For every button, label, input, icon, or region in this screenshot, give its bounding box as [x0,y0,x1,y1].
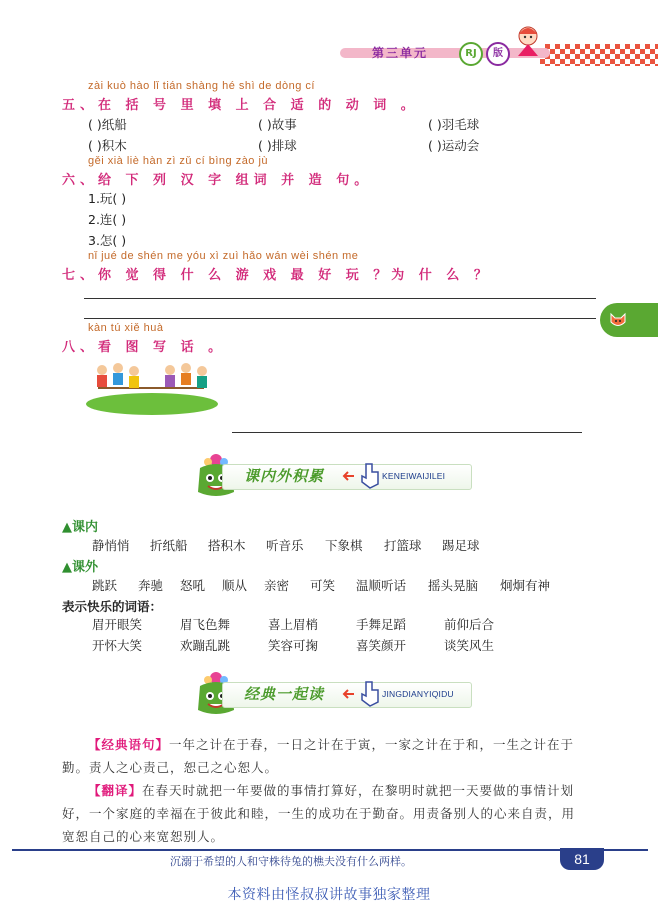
translation-text: 宽恕自己的心来宽恕别人。 [62,829,225,844]
q5-pinyin: zài kuò hào lǐ tián shàng hé shì de dòng cí [88,80,315,92]
ketnei-word: 听音乐 [266,538,304,553]
q5-item[interactable]: ( )积木 [88,138,127,153]
translation-text: 好，一个家庭的幸福在于彼此和睦，一生的成功在于勤奋。用责备别人的心来自责，用 [62,806,576,821]
q5-item[interactable]: ( )故事 [258,117,297,132]
kewai-word: 炯炯有神 [500,578,551,593]
banner-subtitle: JINGDIANYIQIDU [382,689,454,699]
happy-label: 表示快乐的词语： [62,599,163,614]
q6-item[interactable]: 2.连( ) [88,212,127,227]
header-checker-decoration [540,44,658,66]
arrow-icon [342,468,356,487]
q6-pinyin: gěi xià liè hàn zì zǔ cí bìng zào jù [88,155,269,167]
kewai-word: 怒吼 [180,578,206,593]
unit-label: 第三单元 [372,46,429,60]
kewai-word: 亲密 [264,578,290,593]
q8-pinyin: kàn tú xiě huà [88,322,164,334]
banner-subtitle: KENEIWAIJILEI [382,471,446,481]
banner-title: 经典一起读 [244,685,325,703]
happy-word: 开怀大笑 [92,638,143,653]
classic-text: 勤。责人之心责己，恕己之心恕人。 [62,760,279,775]
translation-text: 在春天时就把一年要做的事情打算好，在黎明时就把一天要做的事情计划 [142,783,575,798]
kewai-word: 可笑 [310,578,336,593]
q5-title: 五、在 括 号 里 填 上 合 适 的 动 词 。 [62,98,419,113]
footer-motto: 沉溺于希望的人和守株待兔的樵夫没有什么两样。 [170,855,412,868]
kewai-word: 摇头晃脑 [428,578,479,593]
happy-word: 笑容可掬 [268,638,319,653]
classic-tag: 【经典语句】 [88,737,170,752]
ketnei-word: 静悄悄 [92,538,130,553]
q5-item[interactable]: ( )羽毛球 [428,117,480,132]
footer-rule [12,849,648,851]
ketnei-word: 折纸船 [150,538,188,553]
kewai-word: 跳跃 [92,578,118,593]
q6-item[interactable]: 1.玩( ) [88,191,127,206]
q5-item[interactable]: ( )运动会 [428,138,480,153]
classic-quote [62,733,608,848]
ketnei-word: 搭积木 [208,538,246,553]
ketnei-word: 打篮球 [384,538,422,553]
badge-edition: 版 [486,42,510,66]
happy-word: 眉飞色舞 [180,617,231,632]
happy-word: 谈笑风生 [444,638,495,653]
mascot-girl-icon [510,22,546,58]
ketnei-label: ▲课内 [62,520,98,535]
q7-title: 七、你 觉 得 什 么 游 戏 最 好 玩 ？为 什 么 ？ [62,268,492,283]
q5-item[interactable]: ( )排球 [258,138,297,153]
happy-word: 喜笑颜开 [356,638,407,653]
hand-pointer-icon [358,678,382,712]
ketnei-word: 踢足球 [442,538,480,553]
kewai-label: ▲课外 [62,560,98,575]
tug-of-war-illustration [80,358,222,416]
ketnei-word: 下象棋 [325,538,363,553]
arrow-icon [342,686,356,705]
q8-answer-line[interactable] [232,432,582,433]
q6-title: 六、给 下 列 汉 字 组词 并 造 句。 [62,173,373,188]
q7-answer-line[interactable] [84,318,596,319]
translation-tag: 【翻译】 [88,783,143,798]
kewai-word: 顺从 [222,578,248,593]
banner-classics [192,668,474,720]
badge-rj: RJ [459,42,483,66]
classic-text: 一年之计在于春，一日之计在于寅，一家之计在于和，一生之计在于 [169,737,575,752]
kewai-word: 温顺听话 [356,578,407,593]
happy-word: 手舞足蹈 [356,617,407,632]
happy-word: 喜上眉梢 [268,617,319,632]
q7-pinyin: nǐ jué de shén me yóu xì zuì hǎo wán wèi shén me [88,250,359,262]
happy-word: 眉开眼笑 [92,617,143,632]
side-tab [600,303,658,337]
banner-title: 课内外积累 [244,467,325,485]
q8-title: 八、看 图 写 话 。 [62,340,227,355]
q5-item[interactable]: ( )纸船 [88,117,127,132]
happy-word: 前仰后合 [444,617,495,632]
hand-pointer-icon [358,460,382,494]
banner-accumulation [192,450,474,502]
footer-credit: 本资料由怪叔叔讲故事独家整理 [227,887,431,903]
kewai-word: 奔驰 [138,578,164,593]
q6-item[interactable]: 3.怎( ) [88,233,127,248]
page-number: 81 [560,848,604,870]
q7-answer-line[interactable] [84,298,596,299]
fox-mascot-icon [608,310,628,330]
happy-word: 欢蹦乱跳 [180,638,231,653]
